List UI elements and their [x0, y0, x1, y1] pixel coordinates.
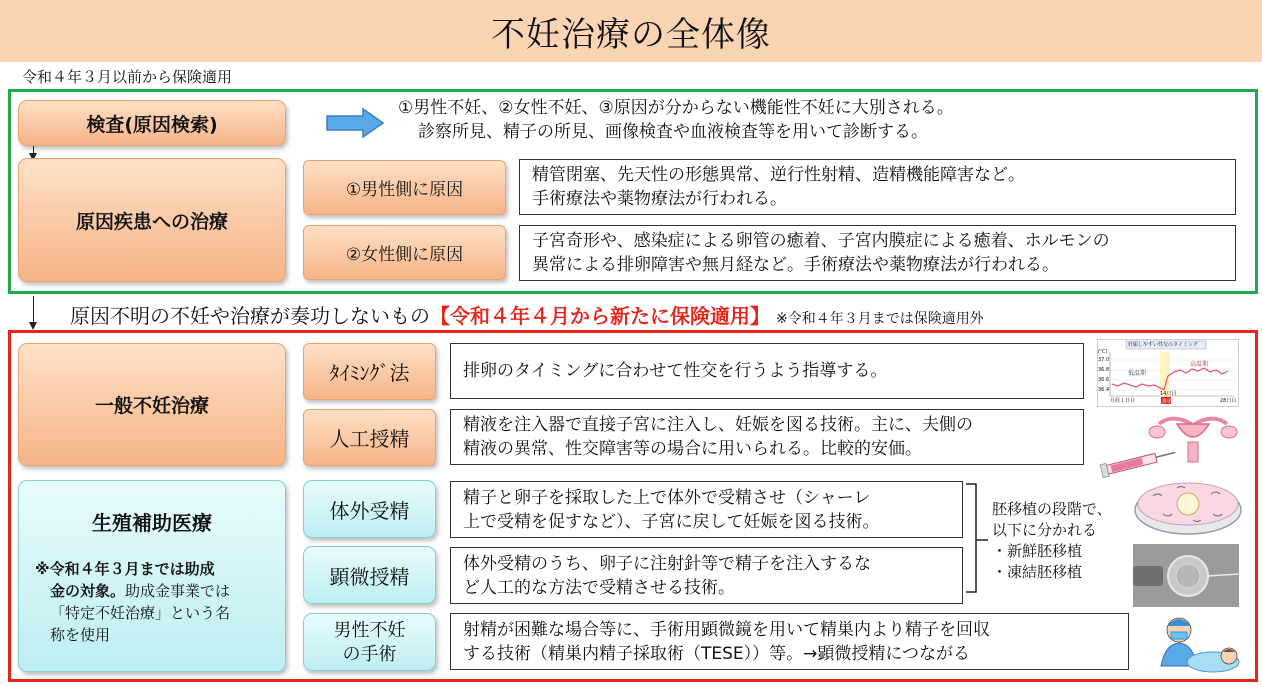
female-cause-line2: 異常による排卵障害や無月経など。手術療法や薬物療法が行われる。	[532, 255, 1059, 275]
chart-unit: (℃)	[1098, 349, 1108, 355]
ivf-desc	[450, 481, 963, 538]
artificial-insemination-box: 人工授精	[303, 409, 436, 466]
chart-ytick: 36.4	[1098, 387, 1110, 393]
chart-ytick: 37.0	[1098, 357, 1110, 363]
icsi-line1: 体外受精のうち、卵子に注射針等で精子を注入するな	[463, 553, 871, 574]
timing-chart-illustration	[1097, 339, 1239, 407]
art-label: 生殖補助医療	[92, 511, 212, 535]
female-cause-desc	[519, 225, 1236, 281]
ai-line2: 精液の異常、性交障害等の場合に用いられる。比較的安価。	[463, 439, 922, 459]
ivf-line1: 精子と卵子を採取した上で体外で受精させ（シャーレ	[463, 487, 871, 508]
chart-xtick: 28日目	[1220, 398, 1237, 404]
exam-box: 検査(原因検索)	[18, 100, 286, 146]
unknown-cause-text: 原因不明の不妊や治療が奏功しないもの	[70, 304, 430, 328]
petri-dish-illustration	[1133, 474, 1243, 538]
chart-ovulation-label: 排卵	[1162, 399, 1173, 405]
male-surgery-label1: 男性不妊	[333, 620, 406, 641]
female-cause-box: ②女性側に原因	[303, 225, 506, 280]
new-insurance-text: 【令和４年４月から新たに保険適用】	[430, 304, 770, 328]
embryo-line2: 以下に分かれる	[992, 521, 1098, 539]
male-surgery-line2: する技術（精巣内精子採取術（TESE））等。→顕微授精につながる	[463, 643, 971, 664]
icsi-box: 顕微授精	[303, 546, 436, 604]
icsi-line2: ど人工的な方法で受精させる技術。	[463, 577, 735, 598]
until-march-note: ※令和４年３月までは保険適用外	[776, 311, 984, 327]
art-note-bold2: 金の対象。	[50, 582, 126, 600]
page-title: 不妊治療の全体像	[491, 14, 771, 55]
male-surgery-box	[303, 613, 436, 671]
exam-desc-line2: 診察所見、精子の所見、画像検査や血液検査等を用いて診断する。	[418, 122, 928, 142]
art-note-bold1: ※令和４年３月までは助成	[35, 560, 215, 578]
art-note-line4: 称を使用	[50, 626, 111, 644]
chart-low-label: 低温期	[1128, 370, 1147, 377]
male-cause-line2: 手術療法や薬物療法が行われる。	[532, 189, 787, 209]
timing-desc-text: 排卵のタイミングに合わせて性交を行うよう指導する。	[463, 361, 888, 381]
ai-line1: 精液を注入器で直接子宮に注入し、妊娠を図る技術。主に、夫側の	[463, 415, 973, 435]
chart-ytick: 36.8	[1098, 367, 1110, 373]
microinjection-illustration	[1133, 544, 1239, 607]
art-note	[35, 558, 285, 646]
timing-method-box: ﾀｲﾐﾝｸﾞ法	[303, 343, 436, 400]
chart-high-label: 高温期	[1190, 361, 1209, 368]
doctor-patient-illustration	[1145, 610, 1245, 676]
male-surgery-label2: の手術	[342, 644, 397, 665]
art-box	[18, 480, 286, 672]
new-insurance-heading	[70, 300, 984, 329]
down-arrow-icon	[33, 146, 34, 155]
cause-treatment-box: 原因疾患への治療	[18, 158, 286, 282]
general-treatment-box: 一般不妊治療	[18, 343, 286, 466]
embryo-item1: ・新鮮胚移植	[992, 542, 1083, 560]
female-cause-line1: 子宮奇形や、感染症による卵管の癒着、子宮内膜症による癒着、ホルモンの	[532, 231, 1110, 251]
ivf-line2: 上で受精を促すなど）、子宮に戻して妊娠を図る技術。	[463, 511, 880, 532]
right-arrow-icon	[325, 107, 385, 139]
male-cause-desc	[519, 159, 1236, 215]
uterus-syringe-illustration	[1097, 410, 1247, 480]
chart-xtick: 月経１日目	[1110, 398, 1136, 404]
artificial-insemination-desc	[450, 409, 1084, 465]
insured-before-note: 令和４年３月以前から保険適用	[22, 68, 233, 86]
male-cause-box: ①男性側に原因	[303, 160, 506, 215]
timing-method-desc	[450, 343, 1084, 399]
down-arrow-icon	[33, 296, 34, 324]
art-note-rest2: 助成金事業では	[125, 582, 231, 600]
embryo-item2: ・凍結胚移植	[992, 563, 1083, 581]
male-surgery-line1: 射精が困難な場合等に、手術用顕微鏡を用いて精巣内より精子を回収	[463, 619, 990, 640]
male-cause-line1: 精管閉塞、先天性の形態異常、逆行性射精、造精機能障害など。	[532, 165, 1025, 185]
chart-caption: 妊娠しやすい性交のタイミング	[1128, 342, 1198, 348]
embryo-transfer-note	[992, 499, 1112, 583]
art-note-line3: 「特定不妊治療」という名	[50, 604, 231, 622]
chart-ytick: 36.6	[1098, 377, 1110, 383]
bracket-icon	[964, 482, 990, 600]
chart-xtick: 14日目	[1160, 391, 1177, 397]
exam-desc-line1: ①男性不妊、②女性不妊、③原因が分からない機能性不妊に大別される。	[398, 98, 954, 118]
male-surgery-desc	[450, 613, 1129, 670]
icsi-desc	[450, 547, 963, 604]
embryo-line1: 胚移植の段階で、	[992, 500, 1112, 518]
ivf-box: 体外受精	[303, 480, 436, 538]
